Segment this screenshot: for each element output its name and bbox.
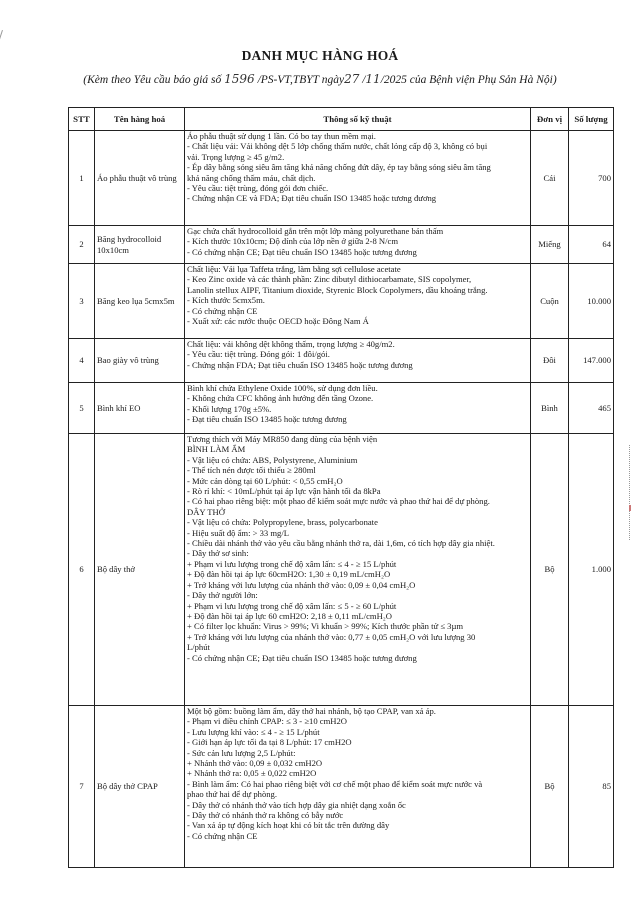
spec-line: Bình khí chứa Ethylene Oxide 100%, sử dụng đơn liều.	[187, 383, 378, 393]
spec-line: Áo phẫu thuật sử dụng 1 lần. Có bo tay thun mềm mại.	[187, 131, 376, 141]
table-row	[69, 339, 614, 383]
table-row	[69, 434, 614, 706]
spec-line: + Có filter lọc khuẩn: Virus > 99%; Vi khuẩn > 99%; Kích thước phần tử ≤ 3µm	[187, 621, 464, 632]
spec-line: - Giới hạn áp lực tối đa tại 8 L/phút: 17 cmH2O	[187, 737, 352, 748]
spec-line: + Phạm vi lưu lượng trong chế độ xâm lấn: ≤ 5 - ≥ 60 L/phút	[187, 600, 397, 611]
spec-line: - Mức cản dòng tại 60 L/phút: < 0,55 cmH₂O	[187, 475, 343, 486]
request-month: 11	[365, 72, 381, 86]
row-name: Áo phẫu thuật vô trùng	[95, 131, 185, 226]
spec-line: + Trở kháng với lưu lượng của nhánh thở vào: 0,77 ± 0,05 cmH₂O với lưu lượng 30	[187, 631, 476, 642]
month-separator: /	[362, 74, 366, 86]
spec-line: - Kích thước 10x10cm; Độ dính của lớp nền ở giữa 2-8 N/cm	[187, 236, 399, 247]
spec-line: - Không chứa CFC không ảnh hưởng đến tầng Ozone.	[187, 393, 374, 404]
row-unit: Bộ	[531, 706, 569, 868]
row-unit: Cái	[531, 131, 569, 226]
spec-line: - Có chứng nhận CE; Đạt tiêu chuẩn ISO 13485 hoặc tương đương	[187, 246, 417, 257]
table-row	[69, 264, 614, 339]
spec-line: - Vật liệu có chứa: ABS, Polystyrene, Aluminium	[187, 454, 358, 465]
spec-line: - Dây thở sơ sinh:	[187, 548, 249, 559]
goods-table	[68, 107, 614, 868]
spec-line: DÂY THỞ	[187, 506, 225, 517]
spec-line: - Đạt tiêu chuẩn ISO 13485 hoặc tương đương	[187, 414, 347, 425]
row-spec	[185, 434, 531, 706]
spec-line: + Nhánh thở ra: 0,05 ± 0,022 cmH2O	[187, 768, 317, 779]
row-unit: Bình	[531, 383, 569, 434]
spec-line: - Kích thước 5cmx5m.	[187, 295, 265, 306]
table-row	[69, 131, 614, 226]
spec-line: - Ép dây bằng sóng siêu âm tăng khả năng chống đứt dây, ép tay bằng sóng siêu âm tăng	[187, 162, 491, 173]
spec-line: - Yêu cầu: tiệt trùng. Đóng gói: 1 đôi/gói.	[187, 349, 330, 360]
spec-line: Tương thích với Máy MR850 đang dùng của bệnh viện	[187, 434, 378, 444]
row-name: Băng hydrocolloid 10x10cm	[95, 226, 185, 264]
row-stt: 2	[69, 226, 95, 264]
spec-line: - Dây thở có nhánh thở ra không có bẫy nước	[187, 810, 344, 821]
row-stt: 7	[69, 706, 95, 868]
row-unit: Cuộn	[531, 264, 569, 339]
spec-line: - Bình làm ẩm: Có hai phao riêng biệt với cơ chế một phao để kiểm soát mực nước và	[187, 778, 483, 789]
row-unit: Bộ	[531, 434, 569, 706]
spec-line: Gạc chứa chất hydrocolloid gắn trên một lớp màng polyurethane bán thấm	[187, 226, 444, 236]
request-number: 1596	[224, 72, 255, 86]
spec-line: + Nhánh thở vào: 0,09 ± 0,032 cmH2O	[187, 758, 323, 769]
row-qty: 465	[569, 383, 614, 434]
spec-line: - Có chứng nhận CE; Đạt tiêu chuẩn ISO 13485 hoặc tương đương	[187, 652, 417, 663]
row-qty: 64	[569, 226, 614, 264]
spec-line: - Chứng nhận FDA; Đạt tiêu chuẩn ISO 13485 hoặc tương đương	[187, 359, 413, 370]
row-spec	[185, 339, 531, 383]
spec-line: - Thể tích nén được tối thiểu ≥ 280ml	[187, 465, 316, 476]
spec-line: - Van xả áp tự động kích hoạt khi có bít tắc trên đường dây	[187, 820, 390, 831]
scan-margin-dots	[629, 445, 632, 540]
row-name: Bộ dây thở CPAP	[95, 706, 185, 868]
spec-line: - Sức cản lưu lượng 2,5 L/phút:	[187, 747, 296, 758]
spec-line: - Rò rỉ khí: < 10mL/phút tại áp lực vận hành tối đa 8kPa	[187, 486, 381, 497]
spec-line: + Độ đàn hồi tại áp lực 60cmH2O: 1,30 ± 0,19 mL/cmH₂O	[187, 569, 391, 580]
table-row	[69, 383, 614, 434]
spec-line: - Dây thở người lớn:	[187, 590, 258, 601]
spec-line: - Chứng nhận CE và FDA; Đạt tiêu chuẩn ISO 13485 hoặc tương đương	[187, 193, 437, 204]
table-header-row	[69, 108, 614, 131]
spec-line: - Khối lượng 170g ±5%.	[187, 403, 272, 414]
header-qty: Số lượng	[569, 108, 614, 131]
row-unit: Miếng	[531, 226, 569, 264]
spec-line: vải. Trọng lượng ≥ 45 g/m2.	[187, 151, 285, 162]
row-stt: 6	[69, 434, 95, 706]
subtitle-prefix: (Kèm theo Yêu cầu báo giá số	[83, 74, 222, 86]
table-row	[69, 706, 614, 868]
subtitle-suffix: /2025 của Bệnh viện Phụ Sản Hà Nội)	[380, 74, 557, 86]
spec-line: Chất liệu: Vải lụa Taffeta trắng, làm bằng sợi cellulose acetate	[187, 264, 401, 274]
row-stt: 5	[69, 383, 95, 434]
row-qty: 10.000	[569, 264, 614, 339]
spec-line: Một bộ gồm: buồng làm ẩm, dây thở hai nhánh, bộ tạo CPAP, van xả áp.	[187, 706, 436, 716]
header-name: Tên hàng hoá	[95, 108, 185, 131]
subtitle-mid: /PS-VT,TBYT ngày	[257, 74, 345, 86]
row-name: Bao giày vô trùng	[95, 339, 185, 383]
spec-line: - Chất liệu vải: Vải không dệt 5 lớp chống thấm nước, chất lỏng cấp độ 3, không có bụi	[187, 141, 488, 152]
row-qty: 700	[569, 131, 614, 226]
row-qty: 85	[569, 706, 614, 868]
spec-line: - Yêu cầu: tiệt trùng, đóng gói đơn chiếc.	[187, 183, 329, 194]
spec-line: - Dây thở có nhánh thở vào tích hợp dây gia nhiệt dạng xoắn ốc	[187, 799, 406, 810]
table-row	[69, 226, 614, 264]
spec-line: + Trở kháng với lưu lượng của nhánh thở vào: 0,09 ± 0,04 cmH₂O	[187, 579, 416, 590]
spec-line: khả năng chống thấm máu, chất dịch.	[187, 172, 316, 183]
spec-line: - Xuất xứ: các nước thuộc OECD hoặc Đông Nam Á	[187, 316, 369, 327]
header-spec: Thông số kỹ thuật	[185, 108, 531, 131]
spec-line: - Chiều dài nhánh thở vào yêu cầu bằng nhánh thở ra, dài 1,6m, có tích hợp dây gia nhiệt.	[187, 538, 495, 549]
row-name: Băng keo lụa 5cmx5m	[95, 264, 185, 339]
spec-line: - Có hai phao riêng biệt: một phao để kiểm soát mực nước và phao thứ hai để dự phòng.	[187, 496, 490, 507]
row-spec	[185, 131, 531, 226]
spec-line: - Lưu lượng khí vào: ≤ 4 - ≥ 15 L/phút	[187, 726, 320, 737]
spec-line: BÌNH LÀM ẨM	[187, 444, 246, 455]
spec-line: - Có chứng nhận CE	[187, 830, 258, 841]
spec-line: Chất liệu: vải không dệt không thấm, trọng lượng ≥ 40g/m2.	[187, 339, 395, 349]
spec-line: - Keo Zinc oxide và các thành phần: Zinc dibutyl dithiocarbamate, SIS copolymer,	[187, 274, 472, 285]
spec-line: phao thứ hai để dự phòng.	[187, 789, 277, 800]
row-name: Bộ dây thở	[95, 434, 185, 706]
spec-line: Lanolin stellux AIPF, Titanium dioxide, Styrenic Block Copolymers, dầu khoáng trắng.	[187, 284, 488, 295]
spec-line: - Vật liệu có chứa: Polypropylene, brass, polycarbonate	[187, 517, 378, 528]
document-subtitle	[0, 72, 640, 86]
header-unit: Đơn vị	[531, 108, 569, 131]
spec-line: + Độ đàn hồi tại áp lực 60 cmH2O: 2,18 ± 0,11 mL/cmH₂O	[187, 610, 392, 621]
row-stt: 3	[69, 264, 95, 339]
row-qty: 147.000	[569, 339, 614, 383]
row-qty: 1.000	[569, 434, 614, 706]
row-stt: 4	[69, 339, 95, 383]
spec-line: - Có chứng nhận CE	[187, 305, 258, 316]
row-spec	[185, 264, 531, 339]
row-unit: Đôi	[531, 339, 569, 383]
spec-line: + Phạm vi lưu lượng trong chế độ xâm lấn: ≤ 4 - ≥ 15 L/phút	[187, 558, 397, 569]
spec-line: - Phạm vi điều chỉnh CPAP: ≤ 3 - ≥10 cmH2O	[187, 716, 347, 727]
document-title: DANH MỤC HÀNG HOÁ	[241, 48, 399, 63]
header-stt: STT	[69, 108, 95, 131]
spec-line: L/phút	[187, 642, 210, 653]
row-spec	[185, 706, 531, 868]
row-spec	[185, 383, 531, 434]
row-name: Bình khí EO	[95, 383, 185, 434]
row-stt: 1	[69, 131, 95, 226]
request-day: 27	[344, 72, 360, 86]
spec-line: - Hiệu suất độ ẩm: > 33 mg/L	[187, 527, 289, 538]
row-spec	[185, 226, 531, 264]
